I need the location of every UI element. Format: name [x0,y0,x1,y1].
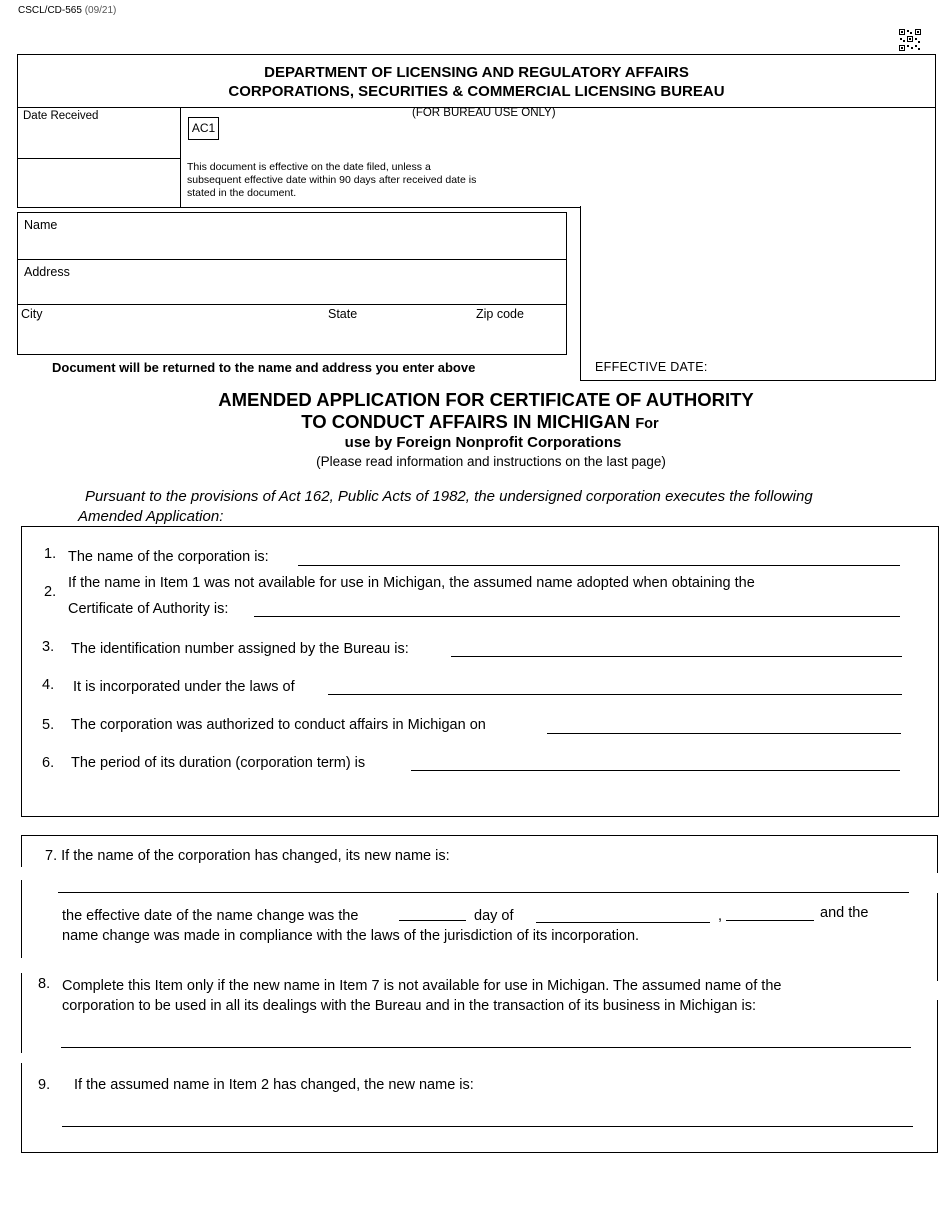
ac1-box [188,117,219,140]
item-3-number: 3. [42,639,55,655]
item-7-number: 7. [45,848,58,864]
item-7-and-the: and the [820,905,869,921]
item-7-comma: , [718,908,723,924]
effective-note: This document is effective on the date filed, unless a subsequent effective date within 90 days after received date is stated in the document. [187,161,477,199]
form-title-line1: AMENDED APPLICATION FOR CERTIFICATE OF AUTHORITY [218,389,754,410]
item-5-number: 5. [42,717,55,733]
box-left-edge-1 [21,835,22,867]
item-2-field[interactable] [254,616,900,617]
item-1-field[interactable] [298,565,900,566]
items-7-9-box [21,835,938,1153]
box-left-edge-4 [21,1063,22,1153]
return-note: Document will be returned to the name and address you enter above [52,360,476,375]
item-7-compliance-text: name change was made in compliance with the laws of the jurisdiction of its incorporation. [62,928,640,944]
intro-line1: Pursuant to the provisions of Act 162, Public Acts of 1982, the undersigned corporation executes the following [85,488,813,505]
box-right-edge-1 [937,835,938,873]
item-9-number: 9. [38,1077,51,1093]
address-divider [18,304,566,305]
item-4-field[interactable] [328,694,902,695]
address-label: Address [24,265,70,279]
item-3-field[interactable] [451,656,902,657]
return-address-box [17,212,567,355]
item-7-day-of-label: day of [474,908,514,924]
bureau-area-right-border [935,107,936,381]
form-code-text: CSCL/CD-565 [18,5,82,16]
item-9-field[interactable] [62,1126,913,1127]
department-title: DEPARTMENT OF LICENSING AND REGULATORY AFFAIRS [264,64,689,81]
state-field[interactable] [323,306,468,354]
item-2-number: 2. [44,584,57,600]
zip-label: Zip code [476,307,524,321]
qr-code-icon [898,28,922,52]
form-subtitle: use by Foreign Nonprofit Corporations [344,434,622,451]
item-8-line1: Complete this Item only if the new name in Item 7 is not available for use in Michigan. The assumed name of the [62,978,782,994]
item-7-month-field[interactable] [536,922,710,923]
effective-date-label: EFFECTIVE DATE: [595,360,708,374]
instructions-note: (Please read information and instructions on the last page) [316,454,666,469]
form-title-for: For [635,416,659,432]
item-7-new-name-field[interactable] [58,892,909,893]
item-8-line2: corporation to be used in all its dealings with the Bureau and in the transaction of its business in Michigan is: [62,998,756,1014]
item-6-number: 6. [42,755,55,771]
item-5-label: The corporation was authorized to conduct affairs in Michigan on [71,717,486,733]
item-7-label [45,848,450,864]
item-2-label-line2: Certificate of Authority is: [68,601,229,617]
date-received-label: Date Received [23,110,99,122]
item-1-number: 1. [44,546,57,562]
item-7-day-field[interactable] [399,920,466,921]
item-7-eff-date-label: the effective date of the name change was the [62,908,359,924]
bureau-title: CORPORATIONS, SECURITIES & COMMERCIAL LICENSING BUREAU [228,83,725,100]
form-title-line2-text: TO CONDUCT AFFAIRS IN MICHIGAN [301,411,631,432]
item-6-field[interactable] [411,770,900,771]
bureau-area-left-border [580,206,581,381]
box-right-edge-2 [937,893,938,981]
box-left-edge-3 [21,973,22,1053]
item-6-label: The period of its duration (corporation term) is [71,755,366,771]
department-header [17,54,936,108]
name-field[interactable] [18,213,566,260]
bureau-divider [181,207,581,208]
address-field[interactable] [18,261,566,304]
bureau-area-bottom-border [580,380,936,381]
item-8-number: 8. [38,976,51,992]
name-divider [18,259,566,260]
ac1-label: AC1 [191,121,216,135]
item-7-year-field[interactable] [726,920,814,921]
item-9-label: If the assumed name in Item 2 has changed, the new name is: [74,1077,474,1093]
name-label: Name [24,218,58,232]
item-5-field[interactable] [547,733,901,734]
item-7-text: If the name of the corporation has changed, its new name is: [61,848,450,864]
city-label: City [21,307,43,321]
date-received-field[interactable] [17,107,181,159]
item-4-label: It is incorporated under the laws of [73,679,295,695]
box-left-edge-2 [21,880,22,958]
items-1-6-box [21,526,939,817]
form-version: (09/21) [84,5,117,16]
blank-bureau-cell [17,159,181,208]
zip-field[interactable] [473,306,565,354]
item-2-label-line1: If the name in Item 1 was not available for use in Michigan, the assumed name adopted when obtaining the [68,575,755,591]
state-label: State [328,307,358,321]
item-1-label: The name of the corporation is: [68,549,269,565]
intro-line2: Amended Application: [78,508,224,525]
item-4-number: 4. [42,677,55,693]
item-8-field[interactable] [61,1047,911,1048]
box-right-edge-3 [937,1000,938,1153]
item-3-label: The identification number assigned by the Bureau is: [71,641,409,657]
form-code [18,5,116,16]
bureau-only-label: (FOR BUREAU USE ONLY) [412,107,556,119]
form-title-line2 [0,411,950,433]
city-field[interactable] [18,306,318,354]
